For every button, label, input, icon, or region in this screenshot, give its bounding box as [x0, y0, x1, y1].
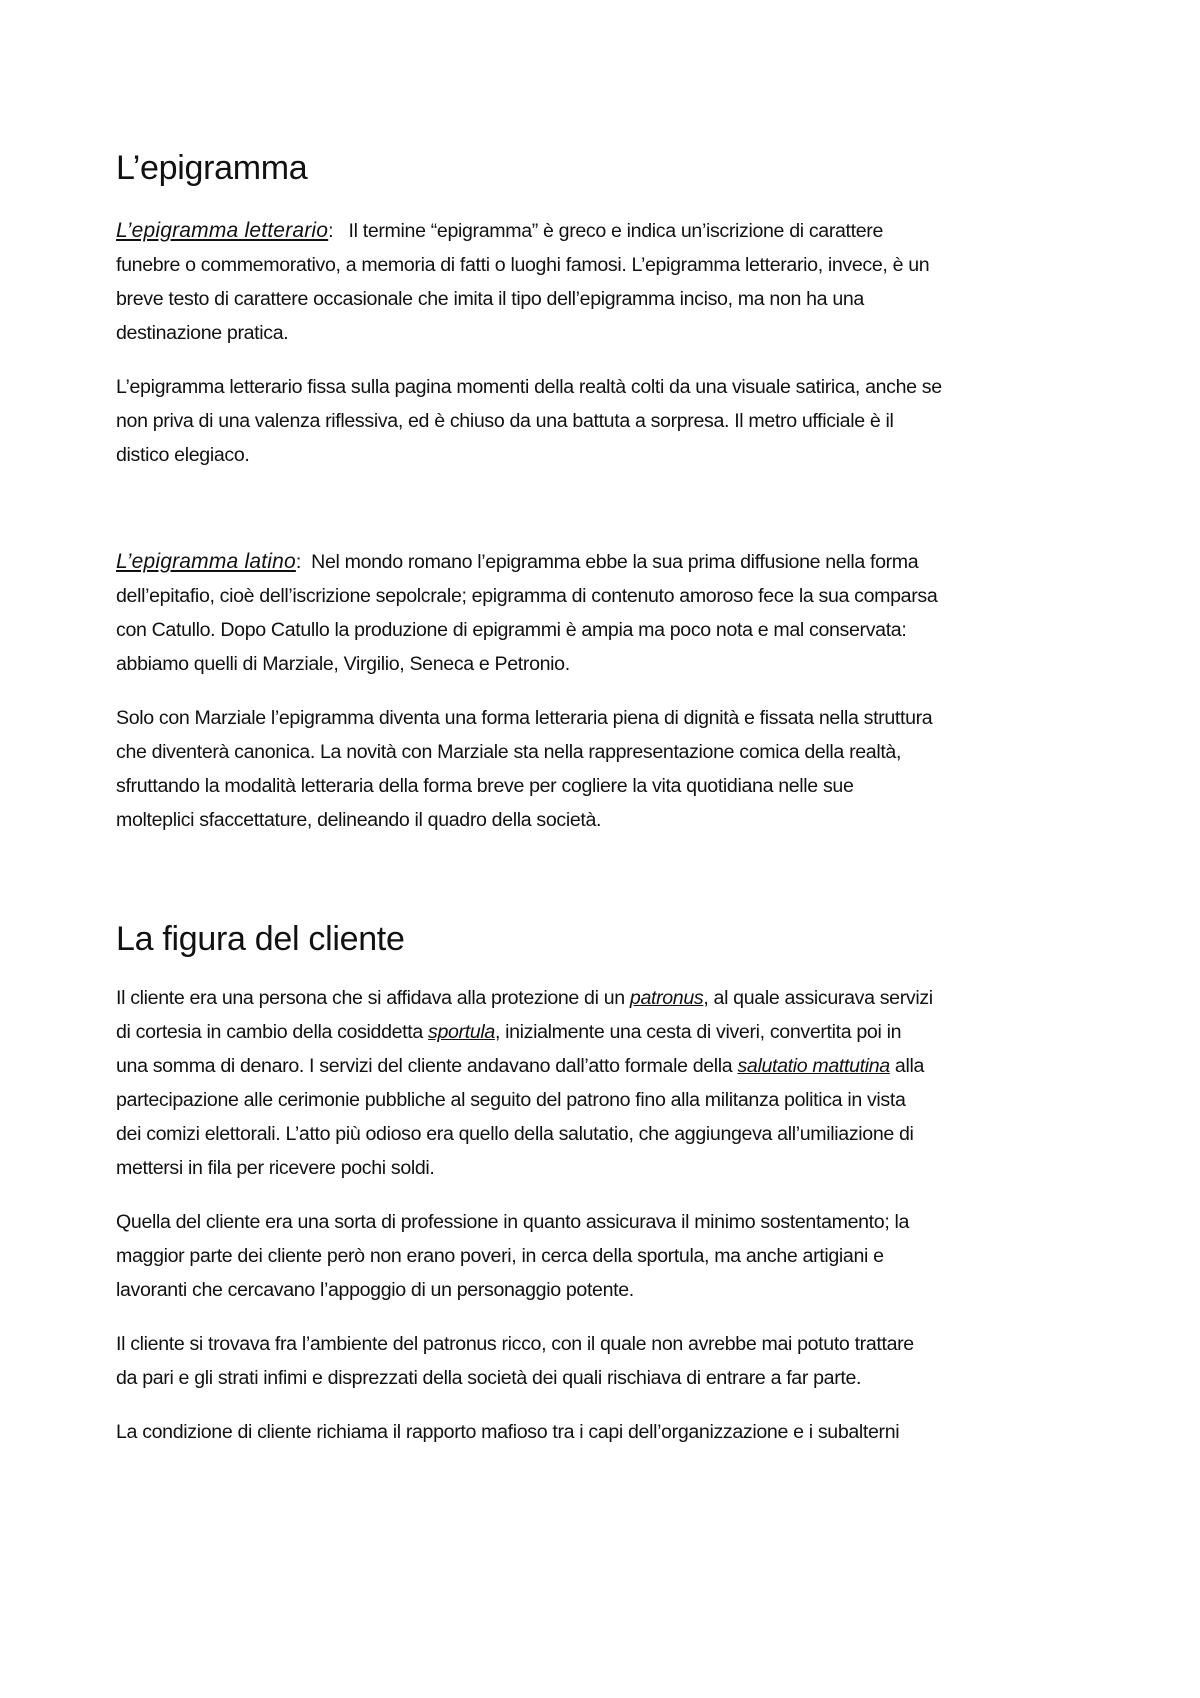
paragraph-line: [116, 1049, 1096, 1083]
paragraph-line: abbiamo quelli di Marziale, Virgilio, Seneca e Petronio.: [116, 653, 570, 675]
paragraph-line: [116, 1015, 1096, 1049]
paragraph-line: [116, 981, 1096, 1015]
paragraph-line: non priva di una valenza riflessiva, ed è chiuso da una battuta a sorpresa. Il metro ufficiale è il: [116, 410, 894, 432]
paragraph-line: destinazione pratica.: [116, 322, 289, 344]
paragraph-line: molteplici sfaccettature, delineando il quadro della società.: [116, 809, 602, 831]
lead-text: : Nel mondo romano l’epigramma ebbe la sua prima diffusione nella forma: [295, 551, 919, 573]
paragraph-line: lavoranti che cercavano l’appoggio di un personaggio potente.: [116, 1279, 634, 1301]
section-title-cliente: La figura del cliente: [116, 920, 405, 958]
term-patronus: patronus: [629, 987, 704, 1009]
paragraph-marziale: [116, 701, 1096, 837]
paragraph-line: La condizione di cliente richiama il rapporto mafioso tra i capi dell’organizzazione e i subalterni: [116, 1421, 900, 1443]
paragraph-line: distico elegiaco.: [116, 444, 250, 466]
text-run: di cortesia in cambio della cosiddetta: [116, 1021, 429, 1043]
paragraph-cliente-definizione: [116, 981, 1096, 1185]
paragraph-line: [116, 545, 1096, 579]
paragraph-line: funebre o commemorativo, a memoria di fatti o luoghi famosi. L’epigramma letterario, invece, è un: [116, 254, 930, 276]
paragraph-line: sfruttando la modalità letteraria della forma breve per cogliere la vita quotidiana nelle sue: [116, 775, 854, 797]
section-title-epigramma: L’epigramma: [116, 149, 308, 187]
lead-term: L’epigramma latino: [116, 550, 296, 573]
term-salutatio-mattutina: salutatio mattutina: [737, 1055, 890, 1077]
document-page: [116, 148, 1096, 1449]
paragraph-line: L’epigramma letterario fissa sulla pagina momenti della realtà colti da una visuale satirica, anche se: [116, 376, 942, 398]
paragraph-line: [116, 214, 1096, 248]
paragraph-line: Solo con Marziale l’epigramma diventa una forma letteraria piena di dignità e fissata nella struttura: [116, 707, 933, 729]
lead-term: L’epigramma letterario: [116, 219, 329, 242]
paragraph-line: breve testo di carattere occasionale che imita il tipo dell’epigramma inciso, ma non ha una: [116, 288, 864, 310]
paragraph-line: da pari e gli strati infimi e disprezzati della società dei quali rischiava di entrare a far parte.: [116, 1367, 862, 1389]
paragraph-line: dei comizi elettorali. L’atto più odioso era quello della salutatio, che aggiungeva all’umiliazione di: [116, 1123, 914, 1145]
paragraph-cliente-professione: [116, 1205, 1096, 1307]
text-run: alla: [889, 1055, 925, 1077]
term-sportula: sportula: [428, 1021, 495, 1043]
lead-text: : Il termine “epigramma” è greco e indica un’iscrizione di carattere: [328, 220, 884, 242]
text-run: Il cliente era una persona che si affidava alla protezione di un: [116, 987, 630, 1009]
paragraph-epigramma-latino: [116, 545, 1096, 681]
paragraph-epigramma-letterario: [116, 214, 1096, 350]
paragraph-line: che diventerà canonica. La novità con Marziale sta nella rappresentazione comica della realtà,: [116, 741, 902, 763]
paragraph-line: Quella del cliente era una sorta di professione in quanto assicurava il minimo sostentamento; la: [116, 1211, 910, 1233]
paragraph-cliente-posizione: [116, 1327, 1096, 1395]
paragraph-epigramma-satira: [116, 370, 1096, 472]
paragraph-line: Il cliente si trovava fra l’ambiente del patronus ricco, con il quale non avrebbe mai potuto trattare: [116, 1333, 914, 1355]
text-run: , al quale assicurava servizi: [703, 987, 933, 1009]
paragraph-line: maggior parte dei cliente però non erano poveri, in cerca della sportula, ma anche artigiani e: [116, 1245, 884, 1267]
text-run: una somma di denaro. I servizi del cliente andavano dall’atto formale della: [116, 1055, 738, 1077]
paragraph-line: mettersi in fila per ricevere pochi soldi.: [116, 1157, 435, 1179]
paragraph-line: partecipazione alle cerimonie pubbliche al seguito del patrono fino alla militanza politica in vista: [116, 1089, 906, 1111]
paragraph-cliente-mafia: [116, 1415, 1096, 1449]
paragraph-line: dell’epitafio, cioè dell’iscrizione sepolcrale; epigramma di contenuto amoroso fece la sua comparsa: [116, 585, 938, 607]
paragraph-line: con Catullo. Dopo Catullo la produzione di epigrammi è ampia ma poco nota e mal conservata:: [116, 619, 907, 641]
text-run: , inizialmente una cesta di viveri, convertita poi in: [494, 1021, 902, 1043]
